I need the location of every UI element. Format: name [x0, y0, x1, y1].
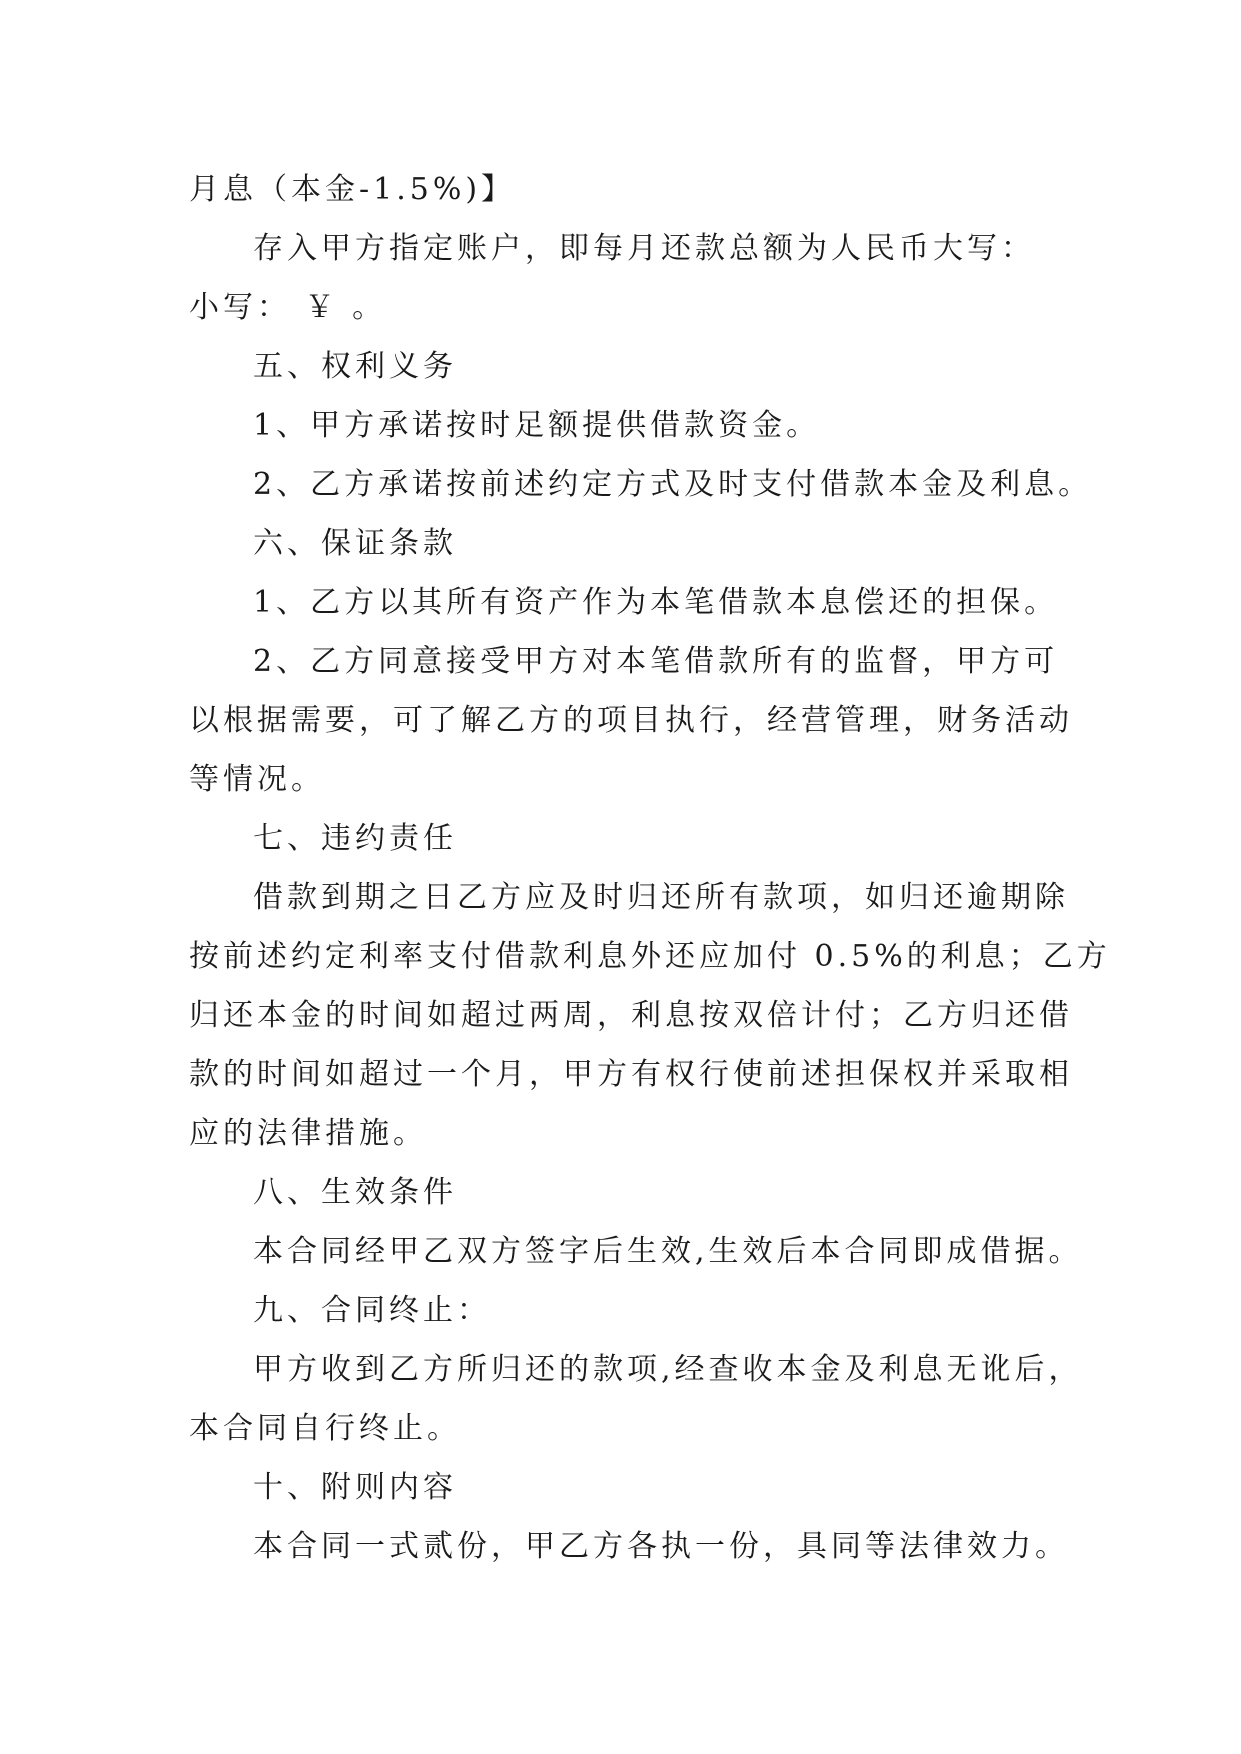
- text-line: 本合同经甲乙双方签字后生效,生效后本合同即成借据。: [253, 1234, 1083, 1269]
- text-line: 款的时间如超过一个月，甲方有权行使前述担保权并采取相: [189, 1057, 1073, 1092]
- text-line: 小写： ￥ 。: [189, 290, 387, 325]
- text-line: 应的法律措施。: [189, 1116, 427, 1151]
- section-heading: 五、权利义务: [253, 349, 457, 384]
- section-heading: 七、违约责任: [253, 821, 457, 856]
- text-line: 借款到期之日乙方应及时归还所有款项，如归还逾期除: [253, 880, 1069, 915]
- section-heading: 十、附则内容: [253, 1470, 457, 1505]
- text-line: 以根据需要，可了解乙方的项目执行，经营管理，财务活动: [189, 703, 1073, 738]
- text-line: 按前述约定利率支付借款利息外还应加付 0.5%的利息；乙方: [189, 939, 1111, 974]
- text-line: 归还本金的时间如超过两周，利息按双倍计付；乙方归还借: [189, 998, 1073, 1033]
- text-line: 本合同自行终止。: [189, 1411, 461, 1446]
- text-line: 1、乙方以其所有资产作为本笔借款本息偿还的担保。: [253, 585, 1059, 620]
- section-heading: 六、保证条款: [253, 526, 457, 561]
- text-line: 本合同一式贰份，甲乙方各执一份，具同等法律效力。: [253, 1529, 1069, 1564]
- contract-text: [189, 160, 1111, 1576]
- text-line: 甲方收到乙方所归还的款项,经查收本金及利息无讹后，: [253, 1352, 1083, 1387]
- text-line: 2、乙方同意接受甲方对本笔借款所有的监督，甲方可: [253, 644, 1059, 679]
- text-line: 等情况。: [189, 762, 325, 797]
- section-heading: 九、合同终止：: [253, 1293, 491, 1328]
- text-line: 存入甲方指定账户，即每月还款总额为人民币大写：: [253, 231, 1035, 266]
- text-line: 月息（本金-1.5%)】: [189, 172, 516, 207]
- text-line: 2、乙方承诺按前述约定方式及时支付借款本金及利息。: [253, 467, 1093, 502]
- section-heading: 八、生效条件: [253, 1175, 457, 1210]
- text-line: 1、甲方承诺按时足额提供借款资金。: [253, 408, 821, 443]
